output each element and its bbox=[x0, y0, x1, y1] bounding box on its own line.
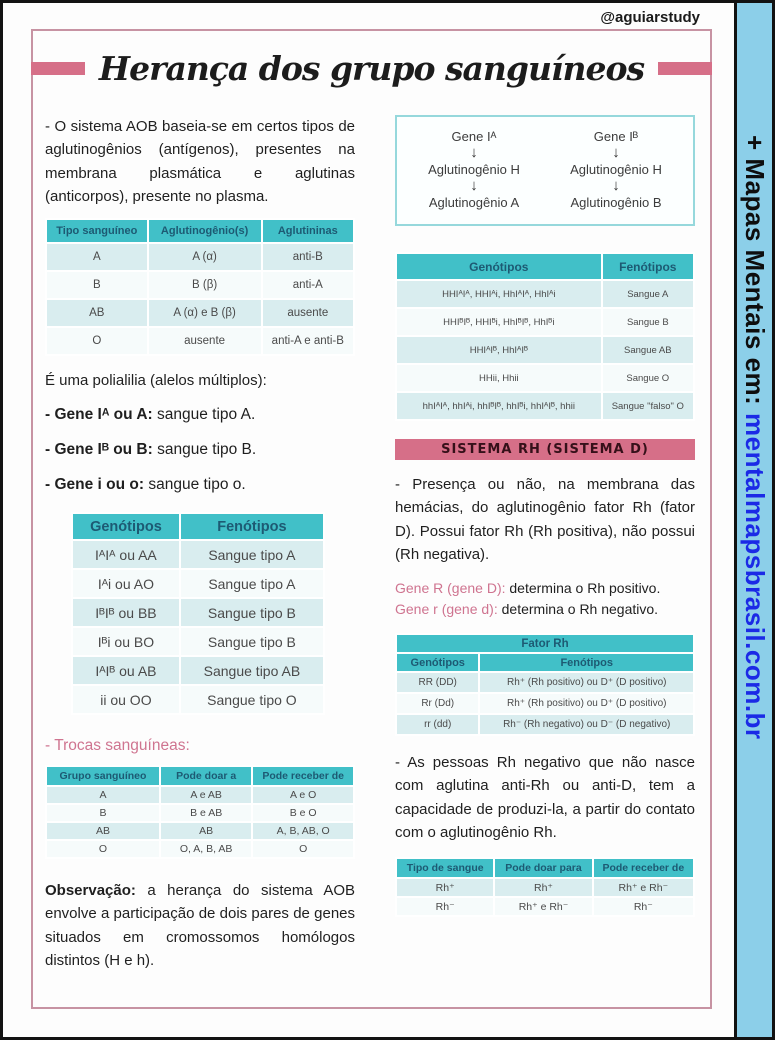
gene-a-label: - Gene Iᴬ ou A: bbox=[45, 406, 153, 423]
table-cell: B bbox=[46, 271, 148, 299]
table-cell: Sangue O bbox=[602, 364, 694, 392]
table-cell: RR (DD) bbox=[396, 672, 479, 693]
gene-r-recessive-line bbox=[395, 599, 695, 620]
abo-intro-paragraph: - O sistema AOB baseia-se em certos tipos de aglutinogênios (antígenos), presentes na membrana plasmática e aglutinas (anticorpos), presente no plasma. bbox=[45, 118, 355, 205]
down-arrow-icon: ↓ bbox=[612, 144, 620, 161]
blood-exchange-table bbox=[45, 765, 355, 859]
observation-paragraph bbox=[45, 879, 355, 972]
column-header: Aglutinogênio(s) bbox=[148, 219, 262, 243]
gene-b-pathway bbox=[570, 129, 662, 210]
table-cell: AB bbox=[46, 299, 148, 327]
table-row bbox=[46, 786, 354, 804]
table-row bbox=[396, 693, 694, 714]
table-cell: A (α) e B (β) bbox=[148, 299, 262, 327]
table-cell: Sangue tipo A bbox=[180, 540, 324, 569]
table-cell: Rh⁻ bbox=[593, 897, 694, 916]
column-header: Pode receber de bbox=[252, 766, 354, 786]
table-row bbox=[396, 280, 694, 308]
rh-exchange-table bbox=[395, 857, 695, 917]
table-cell: AB bbox=[46, 822, 160, 840]
table-header-row bbox=[46, 766, 354, 786]
table-row bbox=[396, 672, 694, 693]
gene-o-text: sangue tipo o. bbox=[144, 476, 246, 493]
table-row bbox=[396, 308, 694, 336]
table-cell: A e O bbox=[252, 786, 354, 804]
title-bar-right bbox=[658, 62, 712, 75]
diagram-gene-a: Gene Iᴬ bbox=[451, 129, 497, 144]
left-column bbox=[45, 115, 355, 972]
table-cell: rr (dd) bbox=[396, 714, 479, 735]
table-row bbox=[72, 656, 324, 685]
table-cell: AB bbox=[160, 822, 252, 840]
table-row bbox=[396, 392, 694, 420]
rh-factor-table bbox=[395, 633, 695, 736]
down-arrow-icon: ↓ bbox=[470, 144, 478, 161]
table-row bbox=[72, 540, 324, 569]
table-cell: Rh⁺ bbox=[396, 878, 494, 897]
table-cell: B (β) bbox=[148, 271, 262, 299]
gene-r-dominant-label: Gene R (gene D): bbox=[395, 580, 506, 596]
table-cell: IᴬIᴬ ou AA bbox=[72, 540, 180, 569]
table-header-row bbox=[72, 513, 324, 540]
table-cell: ii ou OO bbox=[72, 685, 180, 714]
gene-a-line bbox=[45, 406, 355, 424]
table-cell: Sangue tipo A bbox=[180, 569, 324, 598]
gene-a-pathway bbox=[428, 129, 520, 210]
column-header: Genótipos bbox=[396, 253, 602, 280]
table-row bbox=[46, 243, 354, 271]
title-bar-left bbox=[31, 62, 85, 75]
column-header: Pode doar a bbox=[160, 766, 252, 786]
diagram-agluth-a: Aglutinogênio H bbox=[428, 162, 520, 177]
table-cell: ausente bbox=[148, 327, 262, 355]
gene-r-dominant-line bbox=[395, 578, 695, 599]
table-cell: B bbox=[46, 804, 160, 822]
promo-text bbox=[739, 135, 770, 1037]
promo-site-link[interactable]: mentalmapsbrasil.com.br bbox=[740, 413, 770, 740]
gene-o-label: - Gene i ou o: bbox=[45, 476, 145, 493]
table-cell: O bbox=[46, 840, 160, 858]
gene-b-text: sangue tipo B. bbox=[152, 441, 257, 458]
table-cell: A bbox=[46, 243, 148, 271]
diagram-aglutb: Aglutinogênio B bbox=[570, 195, 662, 210]
rh-system-banner: SISTEMA RH (SISTEMA D) bbox=[395, 439, 695, 460]
notes-sheet bbox=[3, 3, 734, 1037]
gene-a-text: sangue tipo A. bbox=[152, 406, 256, 423]
table-cell: A bbox=[46, 786, 160, 804]
table-cell: IᴮIᴮ ou BB bbox=[72, 598, 180, 627]
down-arrow-icon: ↓ bbox=[612, 177, 620, 194]
table-cell: Sangue tipo B bbox=[180, 627, 324, 656]
author-handle: @aguiarstudy bbox=[600, 9, 700, 26]
gene-b-label: - Gene Iᴮ ou B: bbox=[45, 441, 153, 458]
table-cell: Sangue tipo AB bbox=[180, 656, 324, 685]
table-header-row bbox=[46, 219, 354, 243]
table-cell: anti-A e anti-B bbox=[262, 327, 354, 355]
table-cell: A, B, AB, O bbox=[252, 822, 354, 840]
table-cell: Sangue AB bbox=[602, 336, 694, 364]
table-row bbox=[396, 714, 694, 735]
table-cell: A e AB bbox=[160, 786, 252, 804]
gene-o-line bbox=[45, 476, 355, 494]
title-row bbox=[31, 49, 712, 88]
page-title: Herança dos grupo sanguíneos bbox=[98, 49, 645, 88]
column-header: Genótipos bbox=[72, 513, 180, 540]
table-row bbox=[46, 327, 354, 355]
genotype-table-abo bbox=[71, 512, 325, 715]
abo-table bbox=[45, 218, 355, 356]
down-arrow-icon: ↓ bbox=[470, 177, 478, 194]
column-header: Fenótipos bbox=[479, 653, 694, 672]
table-row bbox=[46, 840, 354, 858]
gene-pathway-diagram bbox=[395, 115, 695, 226]
rh-gene-lines bbox=[395, 578, 695, 620]
table-cell: Rh⁺ (Rh positivo) ou D⁺ (D positivo) bbox=[479, 672, 694, 693]
table-cell: HHii, Hhii bbox=[396, 364, 602, 392]
table-cell: HHIᴬIᴬ, HHIᴬi, HhIᴬIᴬ, HhIᴬi bbox=[396, 280, 602, 308]
column-header: Fenótipos bbox=[602, 253, 694, 280]
gene-r-recessive-label: Gene r (gene d): bbox=[395, 601, 498, 617]
observation-text: a herança do sistema AOB envolve a participação de dois pares de genes situados em cromossomos homólogos distintos (H e h). bbox=[45, 882, 355, 969]
table-row bbox=[72, 627, 324, 656]
rh-note-paragraph: - As pessoas Rh negativo que não nasce com aglutina anti-Rh ou anti-D, tem a capacidade de produzi-la, a partir do contato com o aglutinogênio Rh. bbox=[395, 754, 695, 841]
table-header-row bbox=[396, 653, 694, 672]
table-cell: O bbox=[252, 840, 354, 858]
promo-sidebar bbox=[734, 3, 772, 1037]
column-header: Grupo sanguíneo bbox=[46, 766, 160, 786]
table-cell: B e AB bbox=[160, 804, 252, 822]
table-row bbox=[396, 336, 694, 364]
right-column bbox=[395, 115, 695, 917]
table-cell: O bbox=[46, 327, 148, 355]
table-title-row bbox=[396, 634, 694, 653]
table-row bbox=[46, 271, 354, 299]
table-cell: anti-B bbox=[262, 243, 354, 271]
table-cell: hhIᴬIᴬ, hhIᴬi, hhIᴮIᴮ, hhIᴮi, hhIᴬIᴮ, hhii bbox=[396, 392, 602, 420]
table-row bbox=[396, 897, 694, 916]
table-cell: Rh⁻ (Rh negativo) ou D⁻ (D negativo) bbox=[479, 714, 694, 735]
column-header: Fenótipos bbox=[180, 513, 324, 540]
table-cell: A (α) bbox=[148, 243, 262, 271]
genotype-table-hh bbox=[395, 252, 695, 421]
diagram-agluth-b: Aglutinogênio H bbox=[570, 162, 662, 177]
diagram-agluta: Aglutinogênio A bbox=[428, 195, 520, 210]
table-row bbox=[396, 878, 694, 897]
table-cell: HHIᴮIᴮ, HHIᴮi, HhIᴮIᴮ, HhIᴮi bbox=[396, 308, 602, 336]
column-header: Aglutininas bbox=[262, 219, 354, 243]
table-cell: IᴬIᴮ ou AB bbox=[72, 656, 180, 685]
table-cell: Rh⁺ bbox=[494, 878, 592, 897]
table-cell: HHIᴬIᴮ, HhIᴬIᴮ bbox=[396, 336, 602, 364]
table-row bbox=[46, 822, 354, 840]
column-header: Tipo de sangue bbox=[396, 858, 494, 878]
column-header: Tipo sanguíneo bbox=[46, 219, 148, 243]
table-row bbox=[72, 685, 324, 714]
table-cell: anti-A bbox=[262, 271, 354, 299]
table-cell: Rh⁺ e Rh⁻ bbox=[593, 878, 694, 897]
table-header-row bbox=[396, 858, 694, 878]
table-row bbox=[46, 804, 354, 822]
gene-b-line bbox=[45, 441, 355, 459]
gene-r-recessive-text: determina o Rh negativo. bbox=[497, 601, 659, 617]
table-header-row bbox=[396, 253, 694, 280]
table-cell: Rh⁺ e Rh⁻ bbox=[494, 897, 592, 916]
column-header: Pode doar para bbox=[494, 858, 592, 878]
table-cell: Rh⁻ bbox=[396, 897, 494, 916]
table-cell: O, A, B, AB bbox=[160, 840, 252, 858]
table-cell: Sangue tipo O bbox=[180, 685, 324, 714]
table-cell: ausente bbox=[262, 299, 354, 327]
table-row bbox=[396, 364, 694, 392]
observation-label: Observação: bbox=[45, 882, 136, 899]
table-row bbox=[72, 569, 324, 598]
table-row bbox=[46, 299, 354, 327]
blood-exchange-heading: - Trocas sanguíneas: bbox=[45, 737, 190, 754]
polyallele-line: É uma polialilia (alelos múltiplos): bbox=[45, 372, 267, 389]
table-cell: Rr (Dd) bbox=[396, 693, 479, 714]
table-cell: Sangue A bbox=[602, 280, 694, 308]
table-cell: Iᴮi ou BO bbox=[72, 627, 180, 656]
table-cell: Sangue "falso" O bbox=[602, 392, 694, 420]
table-title: Fator Rh bbox=[396, 634, 694, 653]
column-header: Genótipos bbox=[396, 653, 479, 672]
column-header: Pode receber de bbox=[593, 858, 694, 878]
table-row bbox=[72, 598, 324, 627]
gene-r-dominant-text: determina o Rh positivo. bbox=[505, 580, 661, 596]
rh-intro-paragraph: - Presença ou não, na membrana das hemácias, do aglutinogênio fator Rh (fator D). Possui fator Rh (Rh positiva), não possui (Rh negativa). bbox=[395, 476, 695, 563]
table-cell: Iᴬi ou AO bbox=[72, 569, 180, 598]
table-cell: B e O bbox=[252, 804, 354, 822]
table-cell: Rh⁺ (Rh positivo) ou D⁺ (D positivo) bbox=[479, 693, 694, 714]
diagram-gene-b: Gene Iᴮ bbox=[593, 129, 639, 144]
table-cell: Sangue B bbox=[602, 308, 694, 336]
promo-label: + Mapas Mentais em: bbox=[740, 135, 770, 414]
table-cell: Sangue tipo B bbox=[180, 598, 324, 627]
